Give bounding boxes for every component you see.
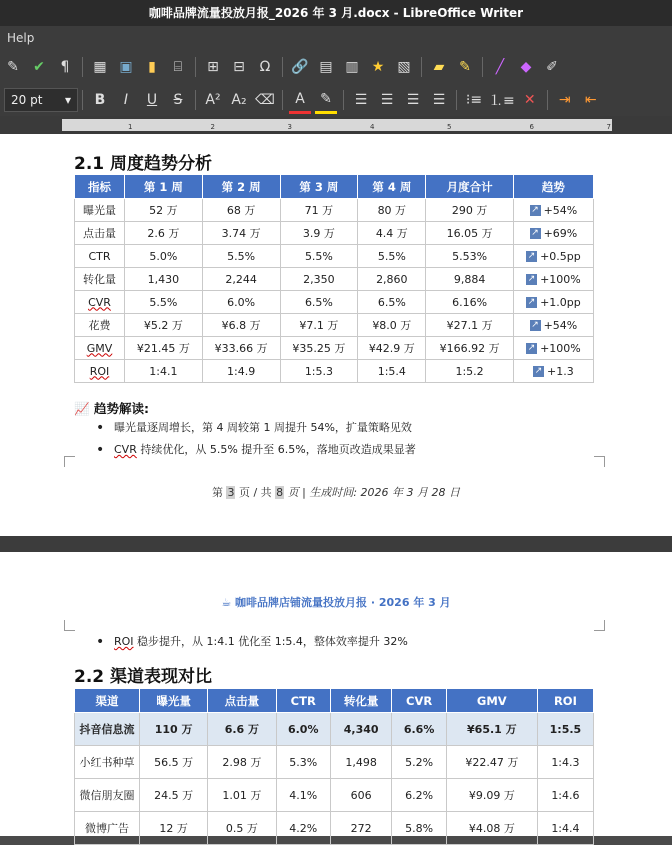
trend-cell xyxy=(513,337,593,360)
insert-image-icon[interactable]: ▣ xyxy=(119,59,133,75)
table-row xyxy=(75,360,594,383)
table-cell: 小红书种草 xyxy=(75,746,140,779)
table-cell: 5.0% xyxy=(125,245,203,268)
page-margin-marker xyxy=(64,456,75,467)
table-cell: 2.98 万 xyxy=(208,746,276,779)
chart-emoji-icon: 📈 xyxy=(74,401,90,416)
table-row xyxy=(75,199,594,222)
table-cell: 3.74 万 xyxy=(202,222,280,245)
column-header: 点击量 xyxy=(208,689,276,713)
table-cell: ¥8.0 万 xyxy=(358,314,426,337)
section-heading-2-2: 2.2 渠道表现对比 xyxy=(74,667,213,687)
trend-value: +1.0pp xyxy=(540,295,581,309)
line-icon[interactable]: ╱ xyxy=(495,59,505,75)
ruler-tick: 5 xyxy=(447,123,452,131)
table-row xyxy=(75,812,594,845)
list-item xyxy=(92,439,416,461)
table-cell: 1:5.4 xyxy=(358,360,426,383)
strikethrough-icon[interactable]: S xyxy=(173,92,183,108)
trend-value: +1.3 xyxy=(547,364,574,378)
special-character-icon[interactable]: Ω xyxy=(259,59,271,75)
cross-reference-icon[interactable]: ▧ xyxy=(397,59,411,75)
page-margin-marker xyxy=(64,620,75,631)
table-row xyxy=(75,337,594,360)
font-size-value: 20 pt xyxy=(11,93,43,107)
table-cell: ¥166.92 万 xyxy=(426,337,513,360)
separator xyxy=(482,57,483,77)
table-cell: ¥42.9 万 xyxy=(358,337,426,360)
trend-up-icon: ↗ xyxy=(527,343,536,353)
metric-name: CVR xyxy=(88,295,111,309)
trend-cell xyxy=(513,199,593,222)
table-cell: 抖音信息流 xyxy=(75,713,140,746)
table-cell: 6.6% xyxy=(392,713,446,746)
table-cell: 1:4.1 xyxy=(125,360,203,383)
subscript-icon[interactable]: A₂ xyxy=(231,92,247,108)
table-cell: 80 万 xyxy=(358,199,426,222)
table-cell: 56.5 万 xyxy=(140,746,208,779)
footer-page-number: 3 xyxy=(227,486,235,499)
table-cell: 微信朋友圈 xyxy=(75,779,140,812)
separator xyxy=(82,90,83,110)
separator xyxy=(547,90,548,110)
table-cell: 4.4 万 xyxy=(358,222,426,245)
trend-value: +0.5pp xyxy=(540,249,581,263)
highlight-color-icon[interactable]: ✎ xyxy=(315,87,337,114)
table-cell: 272 xyxy=(330,812,391,845)
trend-value: +100% xyxy=(540,341,581,355)
menu-bar xyxy=(0,26,672,50)
metric-name: GMV xyxy=(86,341,113,355)
table-cell: ¥22.47 万 xyxy=(446,746,537,779)
footnote-icon[interactable]: ▤ xyxy=(319,59,333,75)
insert-chart-icon[interactable]: ▮ xyxy=(148,59,156,75)
roi-word: ROI xyxy=(114,635,134,648)
column-header: 第 3 周 xyxy=(280,175,358,199)
trend-up-icon: ↗ xyxy=(527,274,536,284)
table-cell: 转化量 xyxy=(75,268,125,291)
footer-prefix: 第 xyxy=(211,486,227,499)
page-footer xyxy=(0,484,672,500)
column-header: 第 4 周 xyxy=(358,175,426,199)
insert-textbox-icon[interactable]: ⌸ xyxy=(173,59,183,75)
column-header: ROI xyxy=(537,689,593,713)
table-header-row xyxy=(75,689,594,713)
column-header: 月度合计 xyxy=(426,175,513,199)
column-header: 指标 xyxy=(75,175,125,199)
table-cell: ¥4.08 万 xyxy=(446,812,537,845)
column-header: CTR xyxy=(276,689,330,713)
numbered-list-icon[interactable]: ⒈≡ xyxy=(489,93,515,109)
comment-icon[interactable]: ▰ xyxy=(433,59,445,75)
trend-cell xyxy=(513,222,593,245)
standard-toolbar xyxy=(0,50,672,84)
separator xyxy=(195,57,196,77)
table-header-row xyxy=(75,175,594,199)
table-cell: 4,340 xyxy=(330,713,391,746)
trend-cell xyxy=(513,360,593,383)
insight-list xyxy=(92,417,416,461)
table-cell xyxy=(75,291,125,314)
trend-value: +54% xyxy=(543,203,578,217)
table-cell: 9,884 xyxy=(426,268,513,291)
table-cell: 6.0% xyxy=(202,291,280,314)
trend-up-icon: ↗ xyxy=(531,205,539,215)
table-cell: ¥7.1 万 xyxy=(280,314,358,337)
table-cell: 290 万 xyxy=(426,199,513,222)
table-cell: 4.1% xyxy=(276,779,330,812)
trend-value: +100% xyxy=(540,272,581,286)
table-row xyxy=(75,222,594,245)
table-cell: ¥9.09 万 xyxy=(446,779,537,812)
column-header: GMV xyxy=(446,689,537,713)
bold-icon[interactable]: B xyxy=(94,92,106,108)
spellcheck-icon[interactable]: ✔ xyxy=(33,59,45,75)
table-cell: 2,244 xyxy=(202,268,280,291)
separator xyxy=(421,57,422,77)
footer-timestamp: 页 | 生成时间: 2026 年 3 月 28 日 xyxy=(284,486,461,499)
table-row xyxy=(75,291,594,314)
table-cell: 1:4.4 xyxy=(537,812,593,845)
trend-cell xyxy=(513,268,593,291)
basic-shapes-icon[interactable]: ◆ xyxy=(520,59,532,75)
track-changes-icon[interactable]: ✎ xyxy=(459,59,471,75)
table-cell: 1,430 xyxy=(125,268,203,291)
clear-formatting-icon[interactable]: ⌫ xyxy=(255,92,275,108)
column-header: 第 2 周 xyxy=(202,175,280,199)
weekly-trend-table xyxy=(74,174,594,383)
chevron-down-icon: ▾ xyxy=(64,93,71,107)
table-cell: 6.5% xyxy=(280,291,358,314)
page-gap xyxy=(0,536,672,552)
endnote-icon[interactable]: ▥ xyxy=(345,59,359,75)
trend-value: +54% xyxy=(543,318,578,332)
table-cell: 5.5% xyxy=(358,245,426,268)
menu-help[interactable]: Help xyxy=(7,31,35,45)
formatting-marks-icon[interactable]: ¶ xyxy=(60,59,70,75)
document-page-3 xyxy=(0,134,672,536)
table-cell: 5.5% xyxy=(280,245,358,268)
font-size-dropdown[interactable] xyxy=(4,88,78,112)
trend-value: +69% xyxy=(543,226,578,240)
justify-icon[interactable]: ☰ xyxy=(432,92,446,108)
page-header: ☕ 咖啡品牌店铺流量投放月报 · 2026 年 3 月 xyxy=(221,596,451,609)
italic-icon[interactable]: I xyxy=(123,92,129,108)
insert-table-icon[interactable]: ▦ xyxy=(93,59,107,75)
table-cell: ¥35.25 万 xyxy=(280,337,358,360)
footer-mid: 页 / 共 xyxy=(235,486,276,499)
table-cell: 2,860 xyxy=(358,268,426,291)
increase-indent-icon[interactable]: ⇥ xyxy=(558,92,571,108)
table-cell: 1:5.5 xyxy=(537,713,593,746)
section-heading-2-1: 2.1 周度趋势分析 xyxy=(74,154,213,174)
document-page-4 xyxy=(0,552,672,836)
trend-cell xyxy=(513,245,593,268)
separator xyxy=(82,57,83,77)
table-cell: ¥27.1 万 xyxy=(426,314,513,337)
table-cell: 5.53% xyxy=(426,245,513,268)
table-cell: ¥21.45 万 xyxy=(125,337,203,360)
table-cell: 68 万 xyxy=(202,199,280,222)
table-cell: 4.2% xyxy=(276,812,330,845)
table-cell: 1:5.3 xyxy=(280,360,358,383)
table-row xyxy=(75,713,594,746)
page-margin-marker xyxy=(594,456,605,467)
table-row xyxy=(75,314,594,337)
insert-field-icon[interactable]: ⊟ xyxy=(233,59,245,75)
table-cell: 24.5 万 xyxy=(140,779,208,812)
column-header: CVR xyxy=(392,689,446,713)
separator xyxy=(195,90,196,110)
decrease-indent-icon[interactable]: ⇤ xyxy=(584,92,597,108)
table-cell: 1:4.9 xyxy=(202,360,280,383)
table-cell: 微博广告 xyxy=(75,812,140,845)
ruler-tick: 2 xyxy=(210,123,215,131)
column-header: 曝光量 xyxy=(140,689,208,713)
table-cell: 6.16% xyxy=(426,291,513,314)
metric-name: ROI xyxy=(89,364,110,378)
page-break-icon[interactable]: ⊞ xyxy=(207,59,219,75)
table-row xyxy=(75,245,594,268)
column-header: 趋势 xyxy=(513,175,593,199)
ruler-tick: 3 xyxy=(287,123,292,131)
table-cell: 1.01 万 xyxy=(208,779,276,812)
table-row xyxy=(75,779,594,812)
table-cell: 5.5% xyxy=(202,245,280,268)
channel-comparison-table xyxy=(74,688,594,845)
table-cell: 1:4.6 xyxy=(537,779,593,812)
formatting-toolbar xyxy=(0,84,672,116)
list-item: • 曝光量逐周增长，第 4 周较第 1 周提升 54%，扩量策略见效 xyxy=(92,417,416,439)
footer-total-pages: 8 xyxy=(276,486,284,499)
table-cell: 71 万 xyxy=(280,199,358,222)
column-header: 第 1 周 xyxy=(125,175,203,199)
separator xyxy=(343,90,344,110)
format-paintbrush-icon[interactable]: ✎ xyxy=(7,59,19,75)
table-cell: 5.5% xyxy=(125,291,203,314)
table-row xyxy=(75,268,594,291)
bullet-list-icon[interactable]: ⁝≡ xyxy=(465,92,483,108)
table-cell: 曝光量 xyxy=(75,199,125,222)
list-item-text: 持续优化，从 5.5% 提升至 6.5%，落地页改造成果显著 xyxy=(136,443,416,456)
ruler-tick: 7 xyxy=(606,123,611,131)
trend-cell xyxy=(513,291,593,314)
table-cell: 点击量 xyxy=(75,222,125,245)
column-header: 转化量 xyxy=(330,689,391,713)
table-cell: ¥33.66 万 xyxy=(202,337,280,360)
align-left-icon[interactable]: ☰ xyxy=(354,92,368,108)
ruler-tick: 6 xyxy=(529,123,534,131)
trend-up-icon: ↗ xyxy=(527,251,536,261)
underline-icon[interactable]: U xyxy=(146,92,158,108)
trend-up-icon: ↗ xyxy=(531,228,539,238)
align-right-icon[interactable]: ☰ xyxy=(406,92,420,108)
table-cell: ¥65.1 万 xyxy=(446,713,537,746)
insight-title xyxy=(74,399,149,417)
font-color-icon[interactable]: A xyxy=(289,87,311,114)
table-row xyxy=(75,746,594,779)
no-list-icon[interactable]: ✕ xyxy=(523,92,536,108)
table-cell: ¥6.8 万 xyxy=(202,314,280,337)
table-cell: 2,350 xyxy=(280,268,358,291)
table-cell: 花费 xyxy=(75,314,125,337)
ruler-tick: 4 xyxy=(370,123,375,131)
align-center-icon[interactable]: ☰ xyxy=(380,92,394,108)
hyperlink-icon[interactable]: 🔗 xyxy=(291,59,309,75)
ruler-track xyxy=(62,119,612,131)
table-cell: 52 万 xyxy=(125,199,203,222)
table-cell: 5.2% xyxy=(392,746,446,779)
table-cell xyxy=(75,337,125,360)
insight-title-text: 趋势解读: xyxy=(93,401,149,416)
table-cell: CTR xyxy=(75,245,125,268)
table-cell: 0.5 万 xyxy=(208,812,276,845)
roi-list xyxy=(92,631,408,653)
table-cell: 2.6 万 xyxy=(125,222,203,245)
ruler-tick: 1 xyxy=(128,123,133,131)
cvr-word: CVR xyxy=(114,443,137,456)
trend-up-icon: ↗ xyxy=(534,366,543,376)
table-cell xyxy=(75,360,125,383)
window-title: 咖啡品牌流量投放月报_2026 年 3 月.docx - LibreOffice Writer xyxy=(0,0,672,26)
column-header: 渠道 xyxy=(75,689,140,713)
superscript-icon[interactable]: A² xyxy=(205,92,221,108)
table-cell: 1,498 xyxy=(330,746,391,779)
bookmark-icon[interactable]: ★ xyxy=(371,59,385,75)
table-cell: 5.8% xyxy=(392,812,446,845)
trend-up-icon: ↗ xyxy=(527,297,536,307)
separator xyxy=(282,90,283,110)
table-cell: 6.0% xyxy=(276,713,330,746)
table-cell: 1:5.2 xyxy=(426,360,513,383)
table-cell: 5.3% xyxy=(276,746,330,779)
list-item-text: 稳步提升，从 1:4.1 优化至 1:5.4，整体效率提升 32% xyxy=(133,635,408,648)
trend-up-icon: ↗ xyxy=(531,320,539,330)
trend-cell xyxy=(513,314,593,337)
table-cell: 6.2% xyxy=(392,779,446,812)
list-item xyxy=(92,631,408,653)
table-cell: 16.05 万 xyxy=(426,222,513,245)
draw-functions-icon[interactable]: ✐ xyxy=(546,59,558,75)
separator xyxy=(456,90,457,110)
table-cell: ¥5.2 万 xyxy=(125,314,203,337)
table-cell: 12 万 xyxy=(140,812,208,845)
table-cell: 6.6 万 xyxy=(208,713,276,746)
horizontal-ruler[interactable] xyxy=(0,116,672,135)
separator xyxy=(282,57,283,77)
table-cell: 1:4.3 xyxy=(537,746,593,779)
table-cell: 3.9 万 xyxy=(280,222,358,245)
table-cell: 6.5% xyxy=(358,291,426,314)
table-cell: 606 xyxy=(330,779,391,812)
page-margin-marker xyxy=(594,620,605,631)
table-cell: 110 万 xyxy=(140,713,208,746)
